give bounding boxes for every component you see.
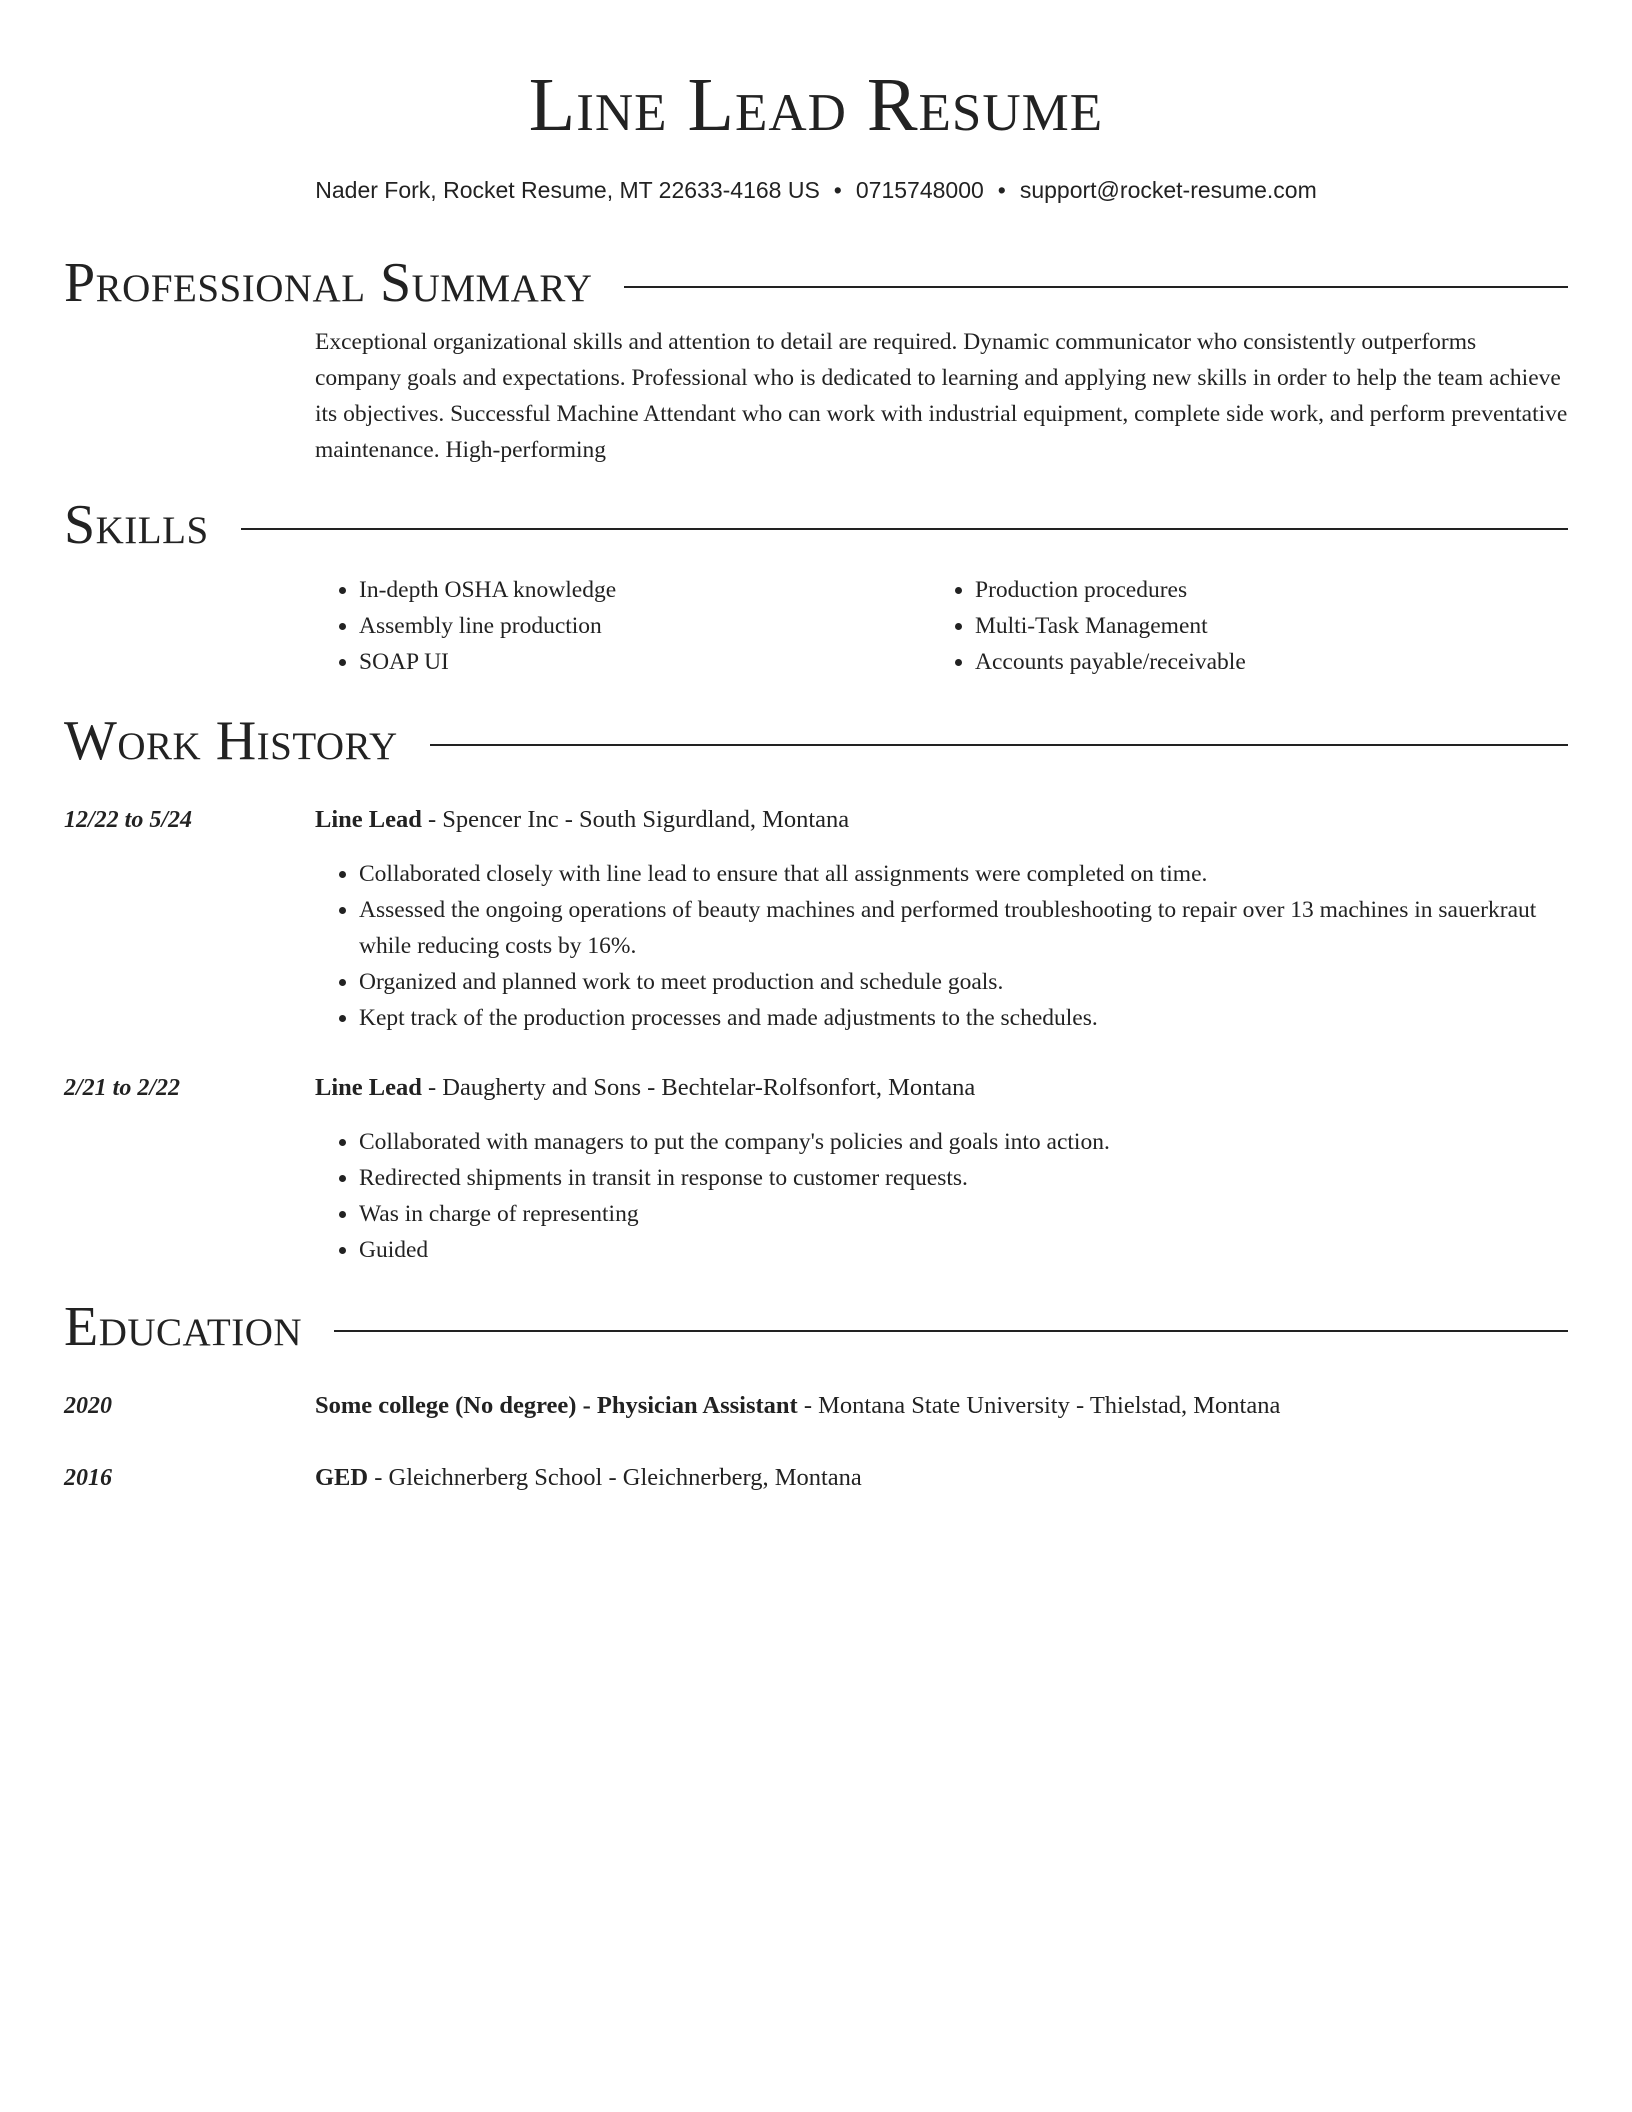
job-details: - Daugherty and Sons - Bechtelar-Rolfsonfort, Montana xyxy=(421,1074,976,1101)
job-bullet: • Was in charge of representing xyxy=(359,1196,1568,1232)
summary-text: Exceptional organizational skills and attention to detail are required. Dynamic communicator who consistently outperforms company goals and expectations. Professional who is dedicated to learning and applying new skills in order to help the team achieve its objectives. Successful Machine Attendant who can work with industrial equipment, complete side work, and perform preventative maintenance. High-performing xyxy=(315,329,1568,463)
education-line xyxy=(315,1388,1568,1424)
skill-item: • Production procedures xyxy=(975,572,1547,608)
education-details: - Gleichnerberg School - Gleichnerberg, Montana xyxy=(368,1464,862,1491)
education-heading: Education xyxy=(64,1296,303,1358)
job-body xyxy=(315,802,1568,1036)
job-title-line xyxy=(315,1070,1568,1106)
job-details: - Spencer Inc - South Sigurdland, Montana xyxy=(421,806,850,833)
resume-page xyxy=(64,0,1568,1496)
skill-item: • Assembly line production xyxy=(359,608,931,644)
skills-list xyxy=(315,572,1568,680)
skill-item: • SOAP UI xyxy=(359,644,931,680)
resume-title: Line Lead Resume xyxy=(528,63,1104,147)
job-body xyxy=(315,1070,1568,1268)
education-degree: GED xyxy=(315,1464,369,1491)
education-entry xyxy=(64,1388,1568,1424)
education-line xyxy=(315,1460,1568,1496)
job-entry xyxy=(64,1070,1568,1268)
job-bullets xyxy=(315,856,1568,1036)
work-section-header xyxy=(64,710,1568,772)
job-bullets xyxy=(315,1124,1568,1268)
education-body xyxy=(315,1388,1568,1424)
education-degree: Some college (No degree) - Physician Assistant xyxy=(315,1392,798,1419)
job-dates: 2/21 to 2/22 xyxy=(64,1075,181,1101)
job-bullet: • Kept track of the production processes and made adjustments to the schedules. xyxy=(359,1000,1568,1036)
contact-line xyxy=(64,176,1568,204)
education-year: 2020 xyxy=(64,1393,112,1419)
section-divider xyxy=(624,286,1568,288)
skill-item: • Multi-Task Management xyxy=(975,608,1547,644)
summary-section-header xyxy=(64,252,1568,314)
section-divider xyxy=(241,528,1568,530)
job-bullet: • Collaborated with managers to put the company's policies and goals into action. xyxy=(359,1124,1568,1160)
education-body xyxy=(315,1460,1568,1496)
contact-address: Nader Fork, Rocket Resume, MT 22633-4168 US xyxy=(315,177,820,203)
skills-heading: Skills xyxy=(64,494,209,556)
contact-email: support@rocket-resume.com xyxy=(1019,177,1317,203)
job-bullet: • Redirected shipments in transit in response to customer requests. xyxy=(359,1160,1568,1196)
section-divider xyxy=(430,744,1568,746)
job-bullet: • Collaborated closely with line lead to ensure that all assignments were completed on time. xyxy=(359,856,1568,892)
job-title: Line Lead xyxy=(315,1074,422,1101)
job-bullet: • Assessed the ongoing operations of beauty machines and performed troubleshooting to repair over 13 machines in sauerkraut while reducing costs by 16%. xyxy=(359,892,1568,964)
education-entry xyxy=(64,1460,1568,1496)
skill-item: • In-depth OSHA knowledge xyxy=(359,572,931,608)
skills-section-header xyxy=(64,494,1568,556)
summary-heading: Professional Summary xyxy=(64,252,593,314)
education-year: 2016 xyxy=(64,1465,112,1491)
section-divider xyxy=(334,1330,1568,1332)
education-section-header xyxy=(64,1296,1568,1358)
job-title: Line Lead xyxy=(315,806,422,833)
skills-column-left xyxy=(315,572,931,680)
contact-separator: • xyxy=(833,177,842,203)
job-dates: 12/22 to 5/24 xyxy=(64,807,193,833)
skills-column-right xyxy=(931,572,1547,680)
contact-separator: • xyxy=(997,177,1006,203)
job-entry xyxy=(64,802,1568,1036)
skill-item: • Accounts payable/receivable xyxy=(975,644,1547,680)
contact-phone: 0715748000 xyxy=(855,177,984,203)
job-bullet: • Guided xyxy=(359,1232,1568,1268)
work-heading: Work History xyxy=(64,710,398,772)
job-bullet: • Organized and planned work to meet production and schedule goals. xyxy=(359,964,1568,1000)
job-title-line xyxy=(315,802,1568,838)
education-details: - Montana State University - Thielstad, Montana xyxy=(797,1392,1281,1419)
